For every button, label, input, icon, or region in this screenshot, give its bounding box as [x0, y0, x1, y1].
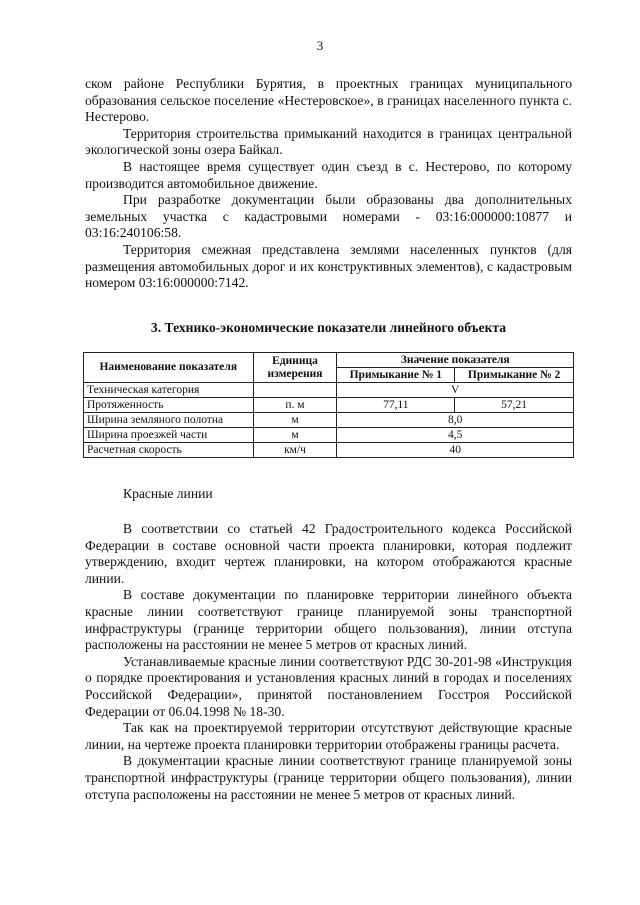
row-value-junction-2: 57,21 — [455, 398, 574, 413]
row-unit — [253, 383, 337, 398]
intro-text-block — [85, 76, 572, 292]
paragraph: Так как на проектируемой территории отсутствуют действующие красные линии, на чертеже проекта планировки территории отображены границы расчета. — [85, 720, 572, 752]
header-name: Наименование показателя — [84, 353, 254, 383]
indicators-table — [83, 352, 574, 458]
row-name: Техническая категория — [84, 383, 254, 398]
row-name: Ширина земляного полотна — [84, 413, 254, 428]
red-lines-heading: Красные линии — [123, 486, 213, 501]
header-junction-1: Примыкание № 1 — [337, 368, 455, 383]
row-name: Ширина проезжей части — [84, 428, 254, 443]
paragraph: Устанавливаемые красные линии соответствуют РДС 30-201-98 «Инструкция о порядке проектирования и установления красных линий в городах и поселениях Российской Федерации», принятой постановлением Госстроя Российской Федерации от 06.04.1998 № 18-30. — [85, 653, 572, 719]
header-junction-2: Примыкание № 2 — [455, 368, 574, 383]
paragraph: В документации красные линии соответствуют границе планируемой зоны транспортной инфраструктуры (границе территории общего пользования), линии отступа расположены на расстоянии не менее 5 метров от красных линий. — [85, 753, 572, 802]
row-value: 40 — [337, 443, 574, 458]
row-unit: км/ч — [253, 443, 337, 458]
row-value: 4,5 — [337, 428, 574, 443]
section-title: 3. Технико-экономические показатели линейного объекта — [150, 320, 507, 335]
paragraph: В соответствии со статьей 42 Градостроительного кодекса Российской Федерации в составе основной части проекта планировки, которая подлежит утверждению, входит чертеж планировки, на котором отображаются красные линии. — [85, 521, 572, 586]
table-row — [84, 413, 574, 428]
row-unit: м — [253, 428, 337, 443]
table-row — [84, 383, 574, 398]
page-number: 3 — [316, 38, 324, 53]
header-value: Значение показателя — [337, 353, 574, 368]
table-header-row — [84, 353, 574, 368]
row-value: 8,0 — [337, 413, 574, 428]
paragraph: Территория строительства примыканий находится в границах центральной экологической зоны озера Байкал. — [85, 125, 572, 158]
row-value-junction-1: 77,11 — [337, 398, 455, 413]
paragraph: В составе документации по планировке территории линейного объекта красные линии соответствуют границе планируемой зоны транспортной инфраструктуры (границе территории общего пользования), линии отступа расположены на расстоянии не менее 5 метров от красных линий. — [85, 587, 572, 653]
header-unit: Единица измерения — [253, 353, 337, 383]
paragraph: При разработке документации были образованы два дополнительных земельных участка с кадастровыми номерами - 03:16:000000:10877 и 03:16:240106:58. — [85, 192, 572, 241]
row-name: Расчетная скорость — [84, 443, 254, 458]
paragraph: ском районе Республики Бурятия, в проектных границах муниципального образования сельское поселение «Нестеровское», в границах населенного пункта с. Нестерово. — [85, 76, 572, 125]
row-unit: п. м — [253, 398, 337, 413]
row-value: V — [337, 383, 574, 398]
table-row — [84, 443, 574, 458]
table-row — [84, 428, 574, 443]
table-row — [84, 398, 574, 413]
red-lines-text-block — [85, 521, 572, 803]
row-name: Протяженность — [84, 398, 254, 413]
row-unit: м — [253, 413, 337, 428]
paragraph: В настоящее время существует один съезд в с. Нестерово, по которому производится автомобильное движение. — [85, 158, 572, 191]
paragraph: Территория смежная представлена землями населенных пунктов (для размещения автомобильных дорог и их конструктивных элементов), с кадастровым номером 03:16:000000:7142. — [85, 241, 572, 291]
